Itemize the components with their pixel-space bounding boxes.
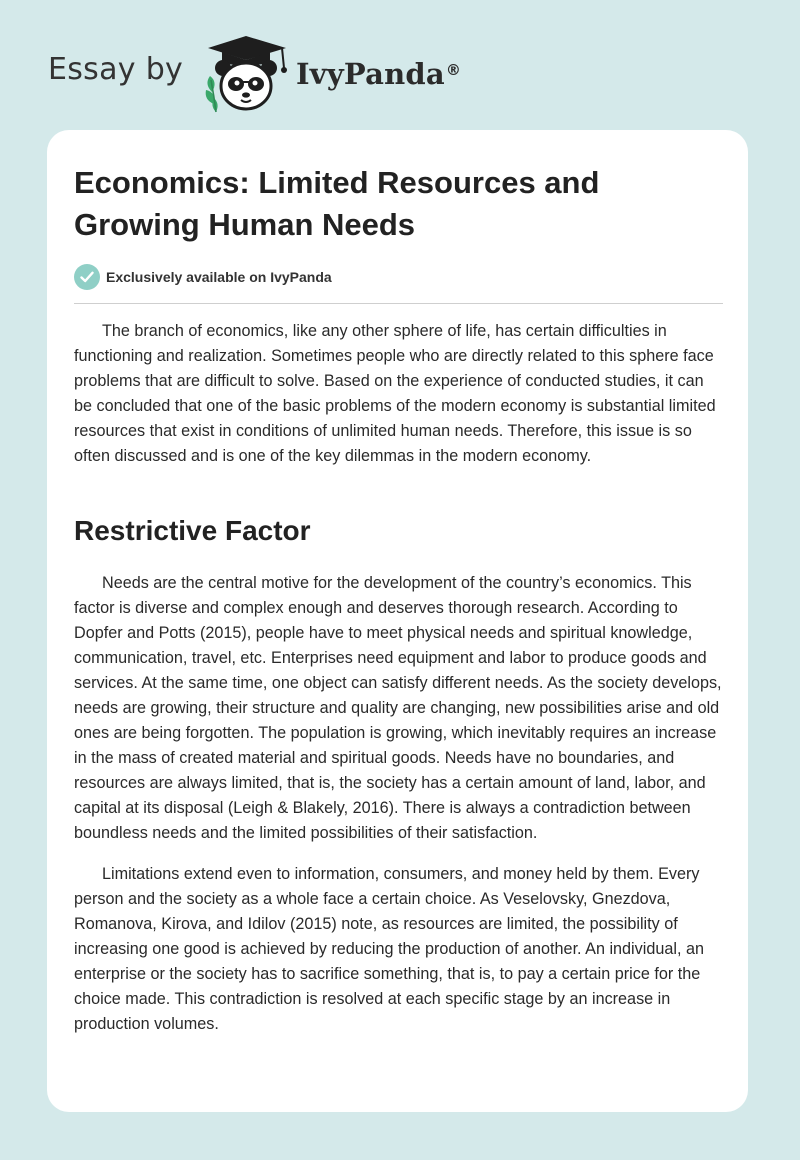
brand-name[interactable] bbox=[296, 54, 461, 94]
brand-registered-mark: ® bbox=[445, 61, 462, 79]
section-heading: Restrictive Factor bbox=[74, 515, 311, 546]
section-paragraph-2: Limitations extend even to information, consumers, and money held by them. Every person and the society as a whole face a certain choice. As Veselovsky, Gnezdova, Romanova, Kirova, and Idilov (2015) note, as resources are limited, the possibility of increasing one good is achieved by reducing the production of another. An individual, an enterprise or the society has to sacrifice something, that is, to pay a certain price for the choice made. This contradiction is resolved at each specific stage by an increase in production volumes. bbox=[74, 865, 704, 1033]
panda-graduate-logo-icon[interactable] bbox=[198, 34, 294, 114]
brand-name-text: IvyPanda bbox=[296, 57, 445, 91]
check-badge-icon bbox=[74, 264, 100, 290]
site-header bbox=[0, 0, 800, 120]
exclusive-label: Exclusively available on IvyPanda bbox=[106, 269, 332, 285]
title-divider bbox=[74, 303, 723, 304]
intro-paragraph: The branch of economics, like any other sphere of life, has certain difficulties in functioning and realization. Sometimes people who are directly related to this sphere face problems that are difficult to solve. Based on the experience of conducted studies, it can be concluded that one of the basic problems of the modern economy is substantial limited resources that exist in conditions of unlimited human needs. Therefore, this issue is so often discussed and is one of the key dilemmas in the modern economy. bbox=[74, 322, 716, 465]
section-paragraph-1: Needs are the central motive for the development of the country’s economics. This factor is diverse and complex enough and deserves thorough research. According to Dopfer and Potts (2015), people have to meet physical needs and spiritual knowledge, communication, travel, etc. Enterprises need equipment and labor to produce goods and services. At the same time, one object can satisfy different needs. As the society develops, needs are growing, their structure and quality are changing, new possibilities arise and old ones are being forgotten. The population is growing, which inevitably requires an increase in the mass of created material and spiritual goods. Needs have no boundaries, and resources are always limited, that is, the society has a certain amount of land, labor, and capital at its disposal (Leigh & Blakely, 2016). There is always a contradiction between boundless needs and the limited possibilities of their satisfaction. bbox=[74, 574, 722, 842]
essay-by-label: Essay by bbox=[48, 52, 184, 87]
exclusive-notice bbox=[74, 263, 332, 291]
essay-title: Economics: Limited Resources and Growing Human Needs bbox=[74, 165, 600, 242]
essay-card bbox=[47, 130, 748, 1112]
